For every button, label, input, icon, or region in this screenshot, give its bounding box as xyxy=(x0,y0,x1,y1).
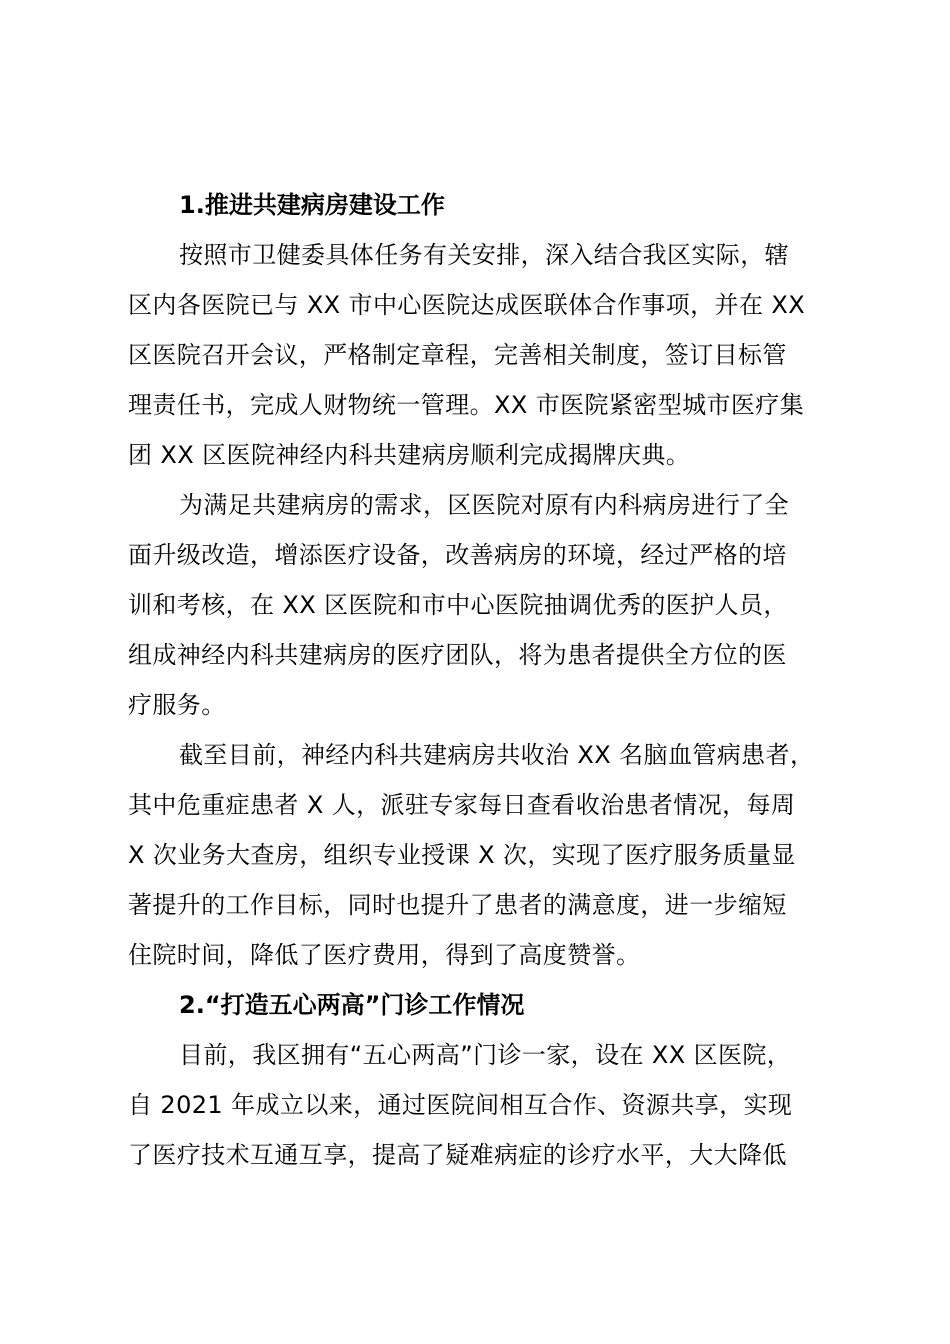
text-line: 区医院召开会议，严格制定章程，完善相关制度，签订目标管 xyxy=(128,341,787,369)
text-line: 理责任书，完成人财物统一管理。XX 市医院紧密型城市医疗集 xyxy=(128,391,805,419)
paragraph-2 xyxy=(128,480,834,730)
paragraph-1 xyxy=(128,230,834,480)
text-line: 区内各医院已与 XX 市中心医院达成医联体合作事项，并在 XX xyxy=(128,291,806,319)
section-heading-2: 2.“打造五心两高”门诊工作情况 xyxy=(179,991,525,1019)
text-line: X 次业务大查房，组织专业授课 X 次，实现了医疗服务质量显 xyxy=(128,841,796,869)
text-line: 自 2021 年成立以来，通过医院间相互合作、资源共享，实现 xyxy=(128,1091,793,1119)
paragraph-3 xyxy=(128,730,834,980)
text-line: 疗服务。 xyxy=(128,691,226,719)
text-line: 著提升的工作目标，同时也提升了患者的满意度，进一步缩短 xyxy=(128,891,787,919)
text-line: 了医疗技术互通互享，提高了疑难病症的诊疗水平，大大降低 xyxy=(128,1141,787,1169)
paragraph-4 xyxy=(128,1030,834,1180)
text-line: 其中危重症患者 X 人，派驻专家每日查看收治患者情况，每周 xyxy=(128,791,796,819)
text-line: 住院时间，降低了医疗费用，得到了高度赞誉。 xyxy=(128,941,641,969)
section-heading-1: 1.推进共建病房建设工作 xyxy=(179,191,445,219)
text-line: 组成神经内科共建病房的医疗团队，将为患者提供全方位的医 xyxy=(128,641,787,669)
text-line: 目前，我区拥有“五心两高”门诊一家，设在 XX 区医院， xyxy=(179,1041,792,1069)
text-line: 截至目前，神经内科共建病房共收治 XX 名脑血管病患者， xyxy=(179,741,815,769)
text-line: 团 XX 区医院神经内科共建病房顺利完成揭牌庆典。 xyxy=(128,441,691,469)
text-line: 为满足共建病房的需求，区医院对原有内科病房进行了全 xyxy=(179,491,789,519)
text-line: 面升级改造，增添医疗设备，改善病房的环境，经过严格的培 xyxy=(128,541,787,569)
text-line: 训和考核，在 XX 区医院和市中心医院抽调优秀的医护人员， xyxy=(128,591,788,619)
text-line: 按照市卫健委具体任务有关安排，深入结合我区实际，辖 xyxy=(179,241,789,269)
document-body xyxy=(128,180,834,1180)
